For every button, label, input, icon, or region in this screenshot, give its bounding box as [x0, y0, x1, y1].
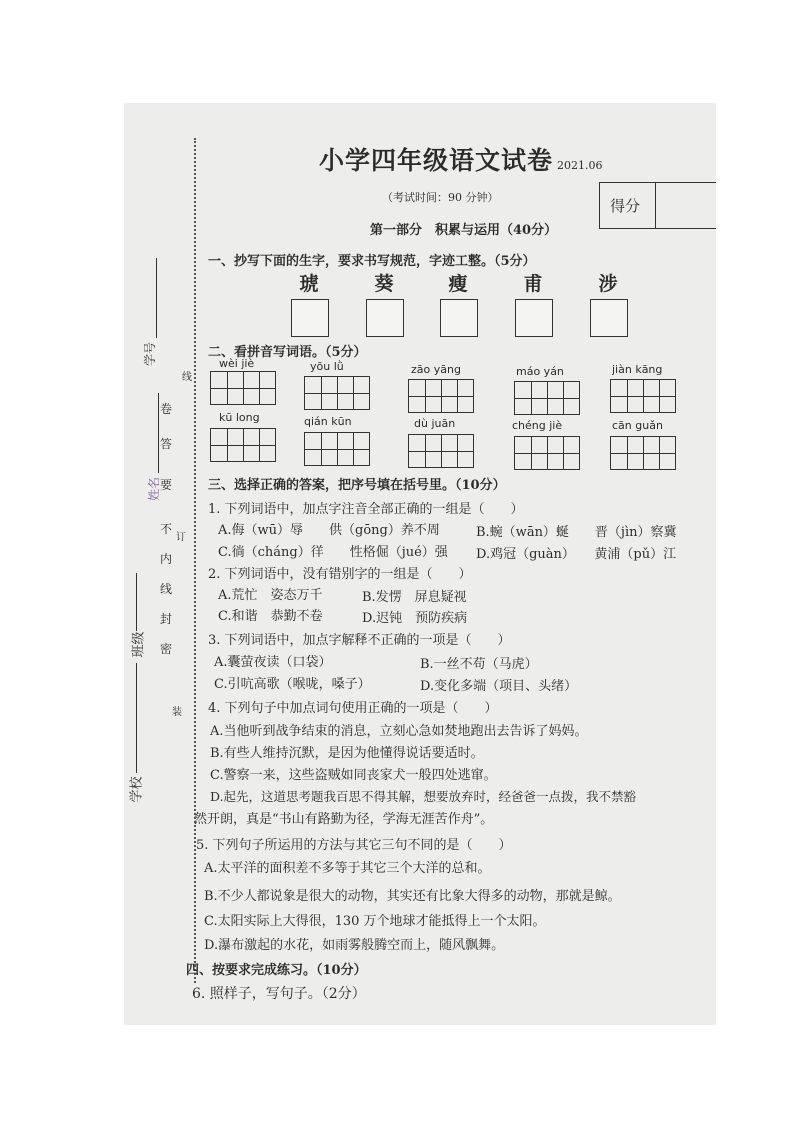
pinyin-grid-9[interactable]: [514, 436, 580, 470]
char-label-5: 涉: [598, 273, 618, 295]
pinyin-7: qián kūn: [304, 415, 352, 428]
q2-heading: 二、看拼音写词语。（5分）: [208, 345, 367, 360]
pinyin-grid-3[interactable]: [408, 379, 474, 413]
binding-mark-2: 订: [176, 532, 186, 543]
school-blank[interactable]: [136, 663, 137, 773]
class-label: 班级: [131, 631, 147, 658]
q3-option-2c: C.和谐 恭勤不卷: [218, 609, 323, 624]
q3-option-2d: D.迟钝 预防疾病: [362, 611, 468, 626]
q3-item-2: 2. 下列词语中，没有错别字的一组是（ ）: [208, 567, 472, 582]
q1-heading: 一、抄写下面的生字，要求书写规范，字迹工整。（5分）: [208, 254, 536, 269]
q3-option-2a: A.荒忙 姿态万千: [218, 588, 323, 603]
q3-option-5d: D.瀑布激起的水花，如雨雾般腾空而上，随风飘舞。: [204, 938, 505, 953]
pinyin-grid-4[interactable]: [514, 381, 580, 415]
char-write-box-2[interactable]: [366, 299, 404, 337]
q3-option-1a: A.侮（wū）辱 供（gōng）养不周: [218, 523, 440, 538]
q3-item-5: 5. 下列句子所运用的方法与其它三句不同的是（ ）: [196, 838, 512, 853]
q3-option-5b: B.不少人都说象是很大的动物，其实还有比象大得多的动物，那就是鲸。: [204, 889, 621, 904]
q3-option-1b: B.蜿（wān）蜒 晋（jìn）察冀: [476, 525, 677, 540]
pinyin-grid-10[interactable]: [610, 436, 676, 470]
q3-option-3c: C.引吭高歌（喉咙，嗓子）: [214, 677, 371, 692]
pinyin-grid-5[interactable]: [610, 379, 676, 413]
pinyin-8: dù juān: [414, 417, 456, 430]
pinyin-2: yōu lǜ: [310, 360, 344, 373]
q3-option-5a: A.太平洋的面积差不多等于其它三个大洋的总和。: [204, 861, 491, 876]
q3-option-2b: B.发愣 屏息疑视: [362, 590, 467, 605]
binding-mark-1: 装: [172, 707, 182, 718]
exam-paper: [124, 103, 716, 1025]
pinyin-4: máo yán: [516, 365, 564, 378]
student-no-blank[interactable]: [156, 258, 157, 338]
score-box: [599, 182, 716, 229]
q3-option-4d-cont: 然开朗，真是“书山有路勤为径，学海无涯苦作舟”。: [194, 812, 494, 827]
char-label-4: 甫: [523, 273, 543, 295]
char-label-3: 瘦: [448, 273, 468, 295]
q4-heading: 四、按要求完成练习。（10分）: [186, 963, 367, 978]
q3-option-1d: D.鸡冠（guàn） 黄浦（pǔ）江: [476, 547, 677, 562]
q3-option-4c: C.警察一来，这些盗贼如同丧家犬一般四处逃窜。: [210, 768, 497, 783]
exam-title-text: 小学四年级语文试卷: [319, 146, 554, 175]
q3-item-4: 4. 下列句子中加点词句使用正确的一项是（ ）: [208, 701, 498, 716]
q3-option-1c: C.徜（cháng）徉 性格倔（jué）强: [218, 545, 448, 560]
pinyin-1: wèi jiè: [219, 357, 255, 370]
seal-char-7: 答: [160, 437, 173, 451]
q3-option-4b: B.有些人维持沉默，是因为他懂得说话要适时。: [210, 746, 484, 761]
name-blank[interactable]: [158, 393, 159, 473]
pinyin-10: cān guǎn: [612, 419, 663, 432]
char-write-box-5[interactable]: [590, 299, 628, 337]
name-label: 姓名: [147, 476, 162, 502]
school-label: 学校: [129, 776, 145, 803]
q3-item-1: 1. 下列词语中，加点字注音全部正确的一组是（ ）: [208, 502, 524, 517]
seal-char-6: 要: [160, 478, 173, 492]
pinyin-grid-7[interactable]: [304, 432, 370, 466]
q3-item-3: 3. 下列词语中，加点字解释不正确的一项是（ ）: [208, 633, 511, 648]
q3-option-3d: D.变化多端（项目、头绪）: [420, 679, 578, 694]
seal-char-1: 密: [160, 642, 173, 656]
score-divider: [655, 183, 656, 228]
char-label-1: 琥: [299, 273, 319, 295]
class-blank[interactable]: [136, 573, 137, 631]
char-write-box-4[interactable]: [515, 299, 553, 337]
q3-option-3a: A.囊萤夜读（口袋）: [214, 655, 332, 670]
pinyin-grid-1[interactable]: [210, 371, 276, 405]
seal-char-2: 封: [160, 612, 173, 626]
exam-title: [319, 141, 603, 177]
score-label: 得分: [610, 197, 641, 215]
exam-time: （考试时间：90 分钟）: [382, 191, 499, 204]
seal-char-4: 内: [160, 552, 173, 566]
binding-dotted-line: [194, 138, 196, 983]
q3-option-3b: B.一丝不苟（马虎）: [420, 657, 538, 672]
pinyin-9: chéng jiè: [512, 419, 563, 432]
seal-char-8: 卷: [160, 402, 173, 416]
char-write-box-3[interactable]: [440, 299, 478, 337]
pinyin-grid-8[interactable]: [408, 434, 474, 468]
pinyin-5: jiàn kāng: [612, 363, 663, 376]
seal-char-3: 线: [160, 582, 173, 596]
q3-option-5c: C.太阳实际上大得很，130 万个地球才能抵得上一个太阳。: [204, 914, 546, 929]
q4-sub-6: 6. 照样子，写句子。（2分）: [192, 986, 366, 1002]
pinyin-grid-6[interactable]: [210, 428, 276, 462]
pinyin-grid-2[interactable]: [304, 376, 370, 410]
char-write-box-1[interactable]: [291, 299, 329, 337]
pinyin-3: zāo yāng: [411, 363, 461, 376]
q3-option-4a: A.当他听到战争结束的消息，立刻心急如焚地跑出去告诉了妈妈。: [210, 724, 588, 739]
q3-heading: 三、选择正确的答案，把序号填在括号里。（10分）: [208, 478, 506, 493]
exam-date: 2021.06: [557, 159, 603, 172]
student-no-label: 学号: [143, 341, 158, 367]
seal-char-5: 不: [160, 522, 173, 536]
part1-title: 第一部分 积累与运用（40分）: [370, 223, 558, 238]
q3-option-4d: D.起先，这道思考题我百思不得其解，想要放弃时，经爸爸一点拨，我不禁豁: [210, 789, 637, 804]
char-label-2: 葵: [374, 273, 394, 295]
pinyin-6: kū long: [219, 411, 260, 424]
binding-mark-3: 线: [182, 372, 192, 383]
